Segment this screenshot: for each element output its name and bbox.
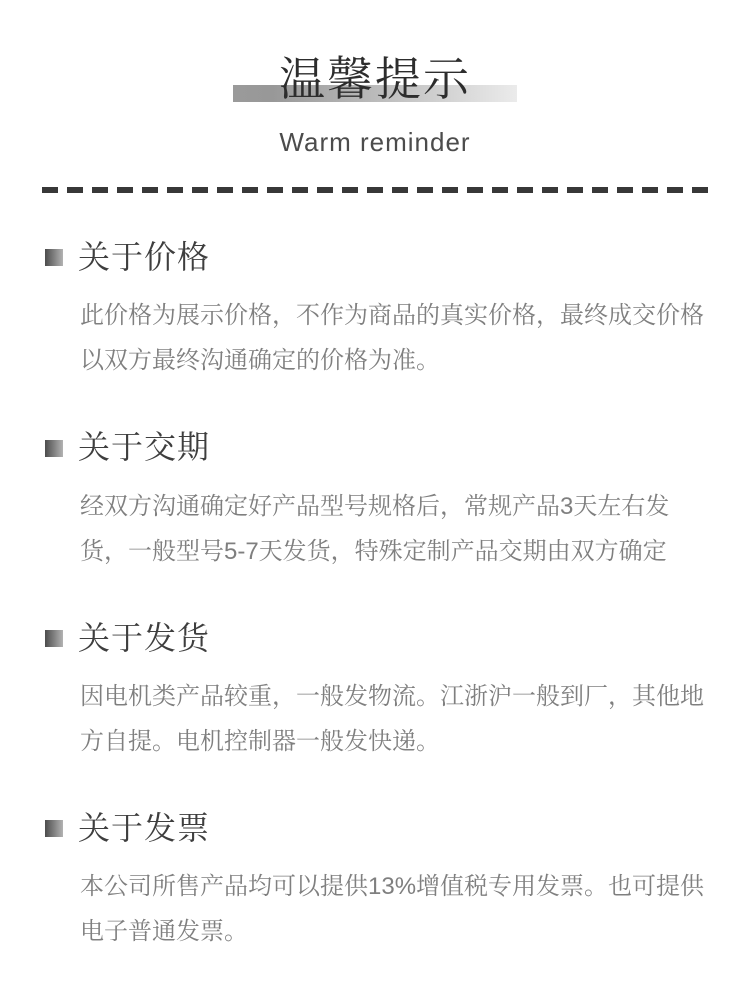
section-bullet-icon [45, 249, 63, 266]
title-wrap [279, 55, 471, 103]
section-heading: 关于发票 [78, 809, 211, 846]
section-body: 本公司所售产品均可以提供13%增值税专用发票。也可提供电子普通发票。 [80, 873, 705, 946]
section-header [0, 430, 750, 465]
section-body: 经双方沟通确定好产品型号规格后，常规产品3天左右发货，一般型号5-7天发货，特殊定制产品交期由双方确定 [80, 492, 670, 565]
section-bullet-icon [45, 820, 63, 837]
section-body: 因电机类产品较重，一般发物流。江浙沪一般到厂，其他地方自提。电机控制器一般发快递。 [80, 682, 704, 755]
section-price [0, 240, 750, 383]
section-heading: 关于交期 [78, 429, 211, 466]
section-body: 此价格为展示价格，不作为商品的真实价格，最终成交价格以双方最终沟通确定的价格为准。 [80, 302, 704, 375]
page-title: 温馨提示 [279, 53, 471, 105]
section-invoice [0, 811, 750, 954]
section-header [0, 811, 750, 846]
section-bullet-icon [45, 630, 63, 647]
section-delivery-time [0, 430, 750, 573]
page-header [0, 0, 750, 158]
page-subtitle: Warm reminder [279, 127, 471, 158]
section-shipping [0, 621, 750, 764]
section-heading: 关于发货 [78, 619, 211, 656]
section-header [0, 240, 750, 275]
section-header [0, 621, 750, 656]
section-bullet-icon [45, 440, 63, 457]
section-heading: 关于价格 [78, 239, 211, 276]
dashed-divider [42, 187, 709, 193]
